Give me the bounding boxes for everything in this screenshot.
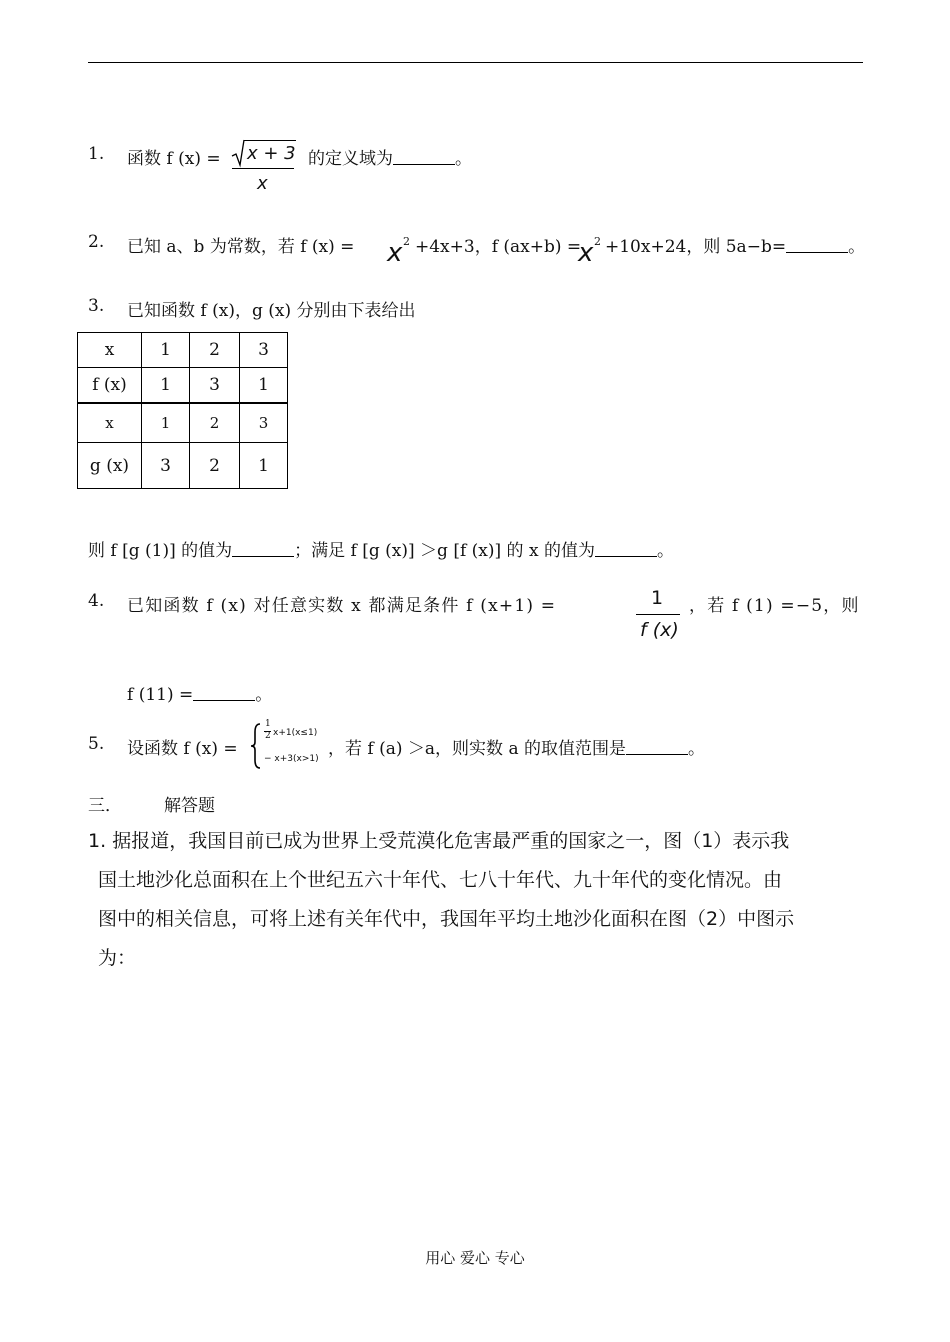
q1-sqrt-expression: x + 3 xyxy=(247,143,296,164)
q3-follow-b: ；满足 f [g (x)] ＞g [f (x)] 的 x 的值为 xyxy=(294,541,595,561)
q5-answer-blank xyxy=(626,740,688,755)
q1-end: 。 xyxy=(455,149,472,169)
q3-answer-blank-2 xyxy=(595,542,657,557)
q5-end: 。 xyxy=(687,739,705,759)
q1-postfix: 的定义域为 xyxy=(308,149,393,169)
table-cell: x xyxy=(78,333,142,368)
q4-answer-blank xyxy=(193,686,255,701)
q5-case1: x+1(x≤1) xyxy=(273,728,318,738)
q4-number: 4. xyxy=(88,591,105,611)
table-cell: x xyxy=(78,403,142,443)
section-title: 解答题 xyxy=(164,796,215,816)
q4-fraction-line xyxy=(636,614,680,615)
q2-big-x-2: x xyxy=(578,238,594,268)
table-cell: f (x) xyxy=(78,368,142,404)
table-cell: 3 xyxy=(240,333,288,368)
q3-answer-blank-1 xyxy=(232,542,294,557)
q1-prefix: 函数 f (x) = xyxy=(127,149,221,169)
q3-end: 。 xyxy=(656,541,674,561)
q3-follow-a: 则 f [g (1)] 的值为 xyxy=(88,541,233,561)
q1-answer-blank xyxy=(393,150,455,165)
problem-1-paragraph xyxy=(88,822,868,978)
q3-follow-up xyxy=(88,536,674,561)
table-cell: 3 xyxy=(190,368,240,404)
problem-1-number: 1. xyxy=(88,830,107,852)
sqrt-bar xyxy=(244,140,296,141)
problem-1-line-2: 国土地沙化总面积在上个世纪五六十年代、七八十年代、九十年代的变化情况。由 xyxy=(98,869,783,891)
q5-case1-fraction-bottom: 2 xyxy=(265,731,271,741)
q2-exponent-2: 2 xyxy=(594,235,601,248)
q4-line2-text: f (11) = xyxy=(127,685,194,705)
left-brace-icon xyxy=(250,722,262,770)
table-cell: 1 xyxy=(240,368,288,404)
section-number: 三． xyxy=(88,796,122,816)
table-cell: 2 xyxy=(190,403,240,443)
q4-denominator: f (x) xyxy=(640,619,679,641)
q1-number: 1. xyxy=(88,144,105,164)
q5-number: 5. xyxy=(88,734,105,754)
table-cell: 3 xyxy=(240,403,288,443)
page-footer: 用心 爱心 专心 xyxy=(425,1249,525,1267)
q5-question xyxy=(328,734,705,759)
q2-exponent-1: 2 xyxy=(403,235,410,248)
sqrt-icon xyxy=(231,138,245,168)
q2-big-x-1: x xyxy=(387,238,403,268)
table-cell: 1 xyxy=(142,333,190,368)
q5-prefix: 设函数 f (x) = xyxy=(127,739,238,759)
header-rule xyxy=(88,62,863,63)
q4-end: 。 xyxy=(255,685,273,705)
q3-number: 3. xyxy=(88,296,105,316)
q1-denominator: x xyxy=(257,173,268,194)
q2-middle: +4x+3，f (ax+b) = xyxy=(415,237,582,257)
q3-text: 已知函数 f (x)，g (x) 分别由下表给出 xyxy=(127,301,416,321)
q5-case1-fraction-top: 1 xyxy=(265,719,271,729)
q2-answer-blank xyxy=(786,238,848,253)
q4-line-2 xyxy=(127,680,272,705)
table-cell: 1 xyxy=(142,403,190,443)
q5-postfix: ，若 f (a) ＞a，则实数 a 的取值范围是 xyxy=(328,739,626,759)
q2-number: 2. xyxy=(88,232,105,252)
table-cell: 3 xyxy=(142,443,190,489)
table-cell: g (x) xyxy=(78,443,142,489)
q4-prefix: 已知函数 f (x) 对任意实数 x 都满足条件 f (x+1) = xyxy=(127,596,557,616)
q1-question xyxy=(308,144,472,169)
problem-1-line-1 xyxy=(88,822,868,861)
function-table xyxy=(77,332,288,489)
problem-1-line-3: 图中的相关信息，可将上述有关年代中，我国年平均土地沙化面积在图（2）中图示 xyxy=(98,908,795,930)
q4-numerator: 1 xyxy=(651,587,664,609)
table-cell: 2 xyxy=(190,443,240,489)
q4-postfix: ，若 f (1) =−5，则 xyxy=(689,596,860,616)
q2-prefix: 已知 a、b 为常数，若 f (x) = xyxy=(127,237,355,257)
table-cell: 1 xyxy=(142,368,190,404)
q2-end: 。 xyxy=(848,237,866,257)
q1-fraction-line xyxy=(232,168,294,169)
q2-question xyxy=(605,232,865,257)
problem-1-line-4: 为： xyxy=(98,947,137,969)
q5-case2: − x+3(x>1) xyxy=(264,754,319,764)
problem-1-text-1: 据报道，我国目前已成为世界上受荒漠化危害最严重的国家之一，图（1）表示我 xyxy=(112,830,790,852)
table-cell: 2 xyxy=(190,333,240,368)
q2-postfix: +10x+24，则 5a−b= xyxy=(605,237,787,257)
table-cell: 1 xyxy=(240,443,288,489)
